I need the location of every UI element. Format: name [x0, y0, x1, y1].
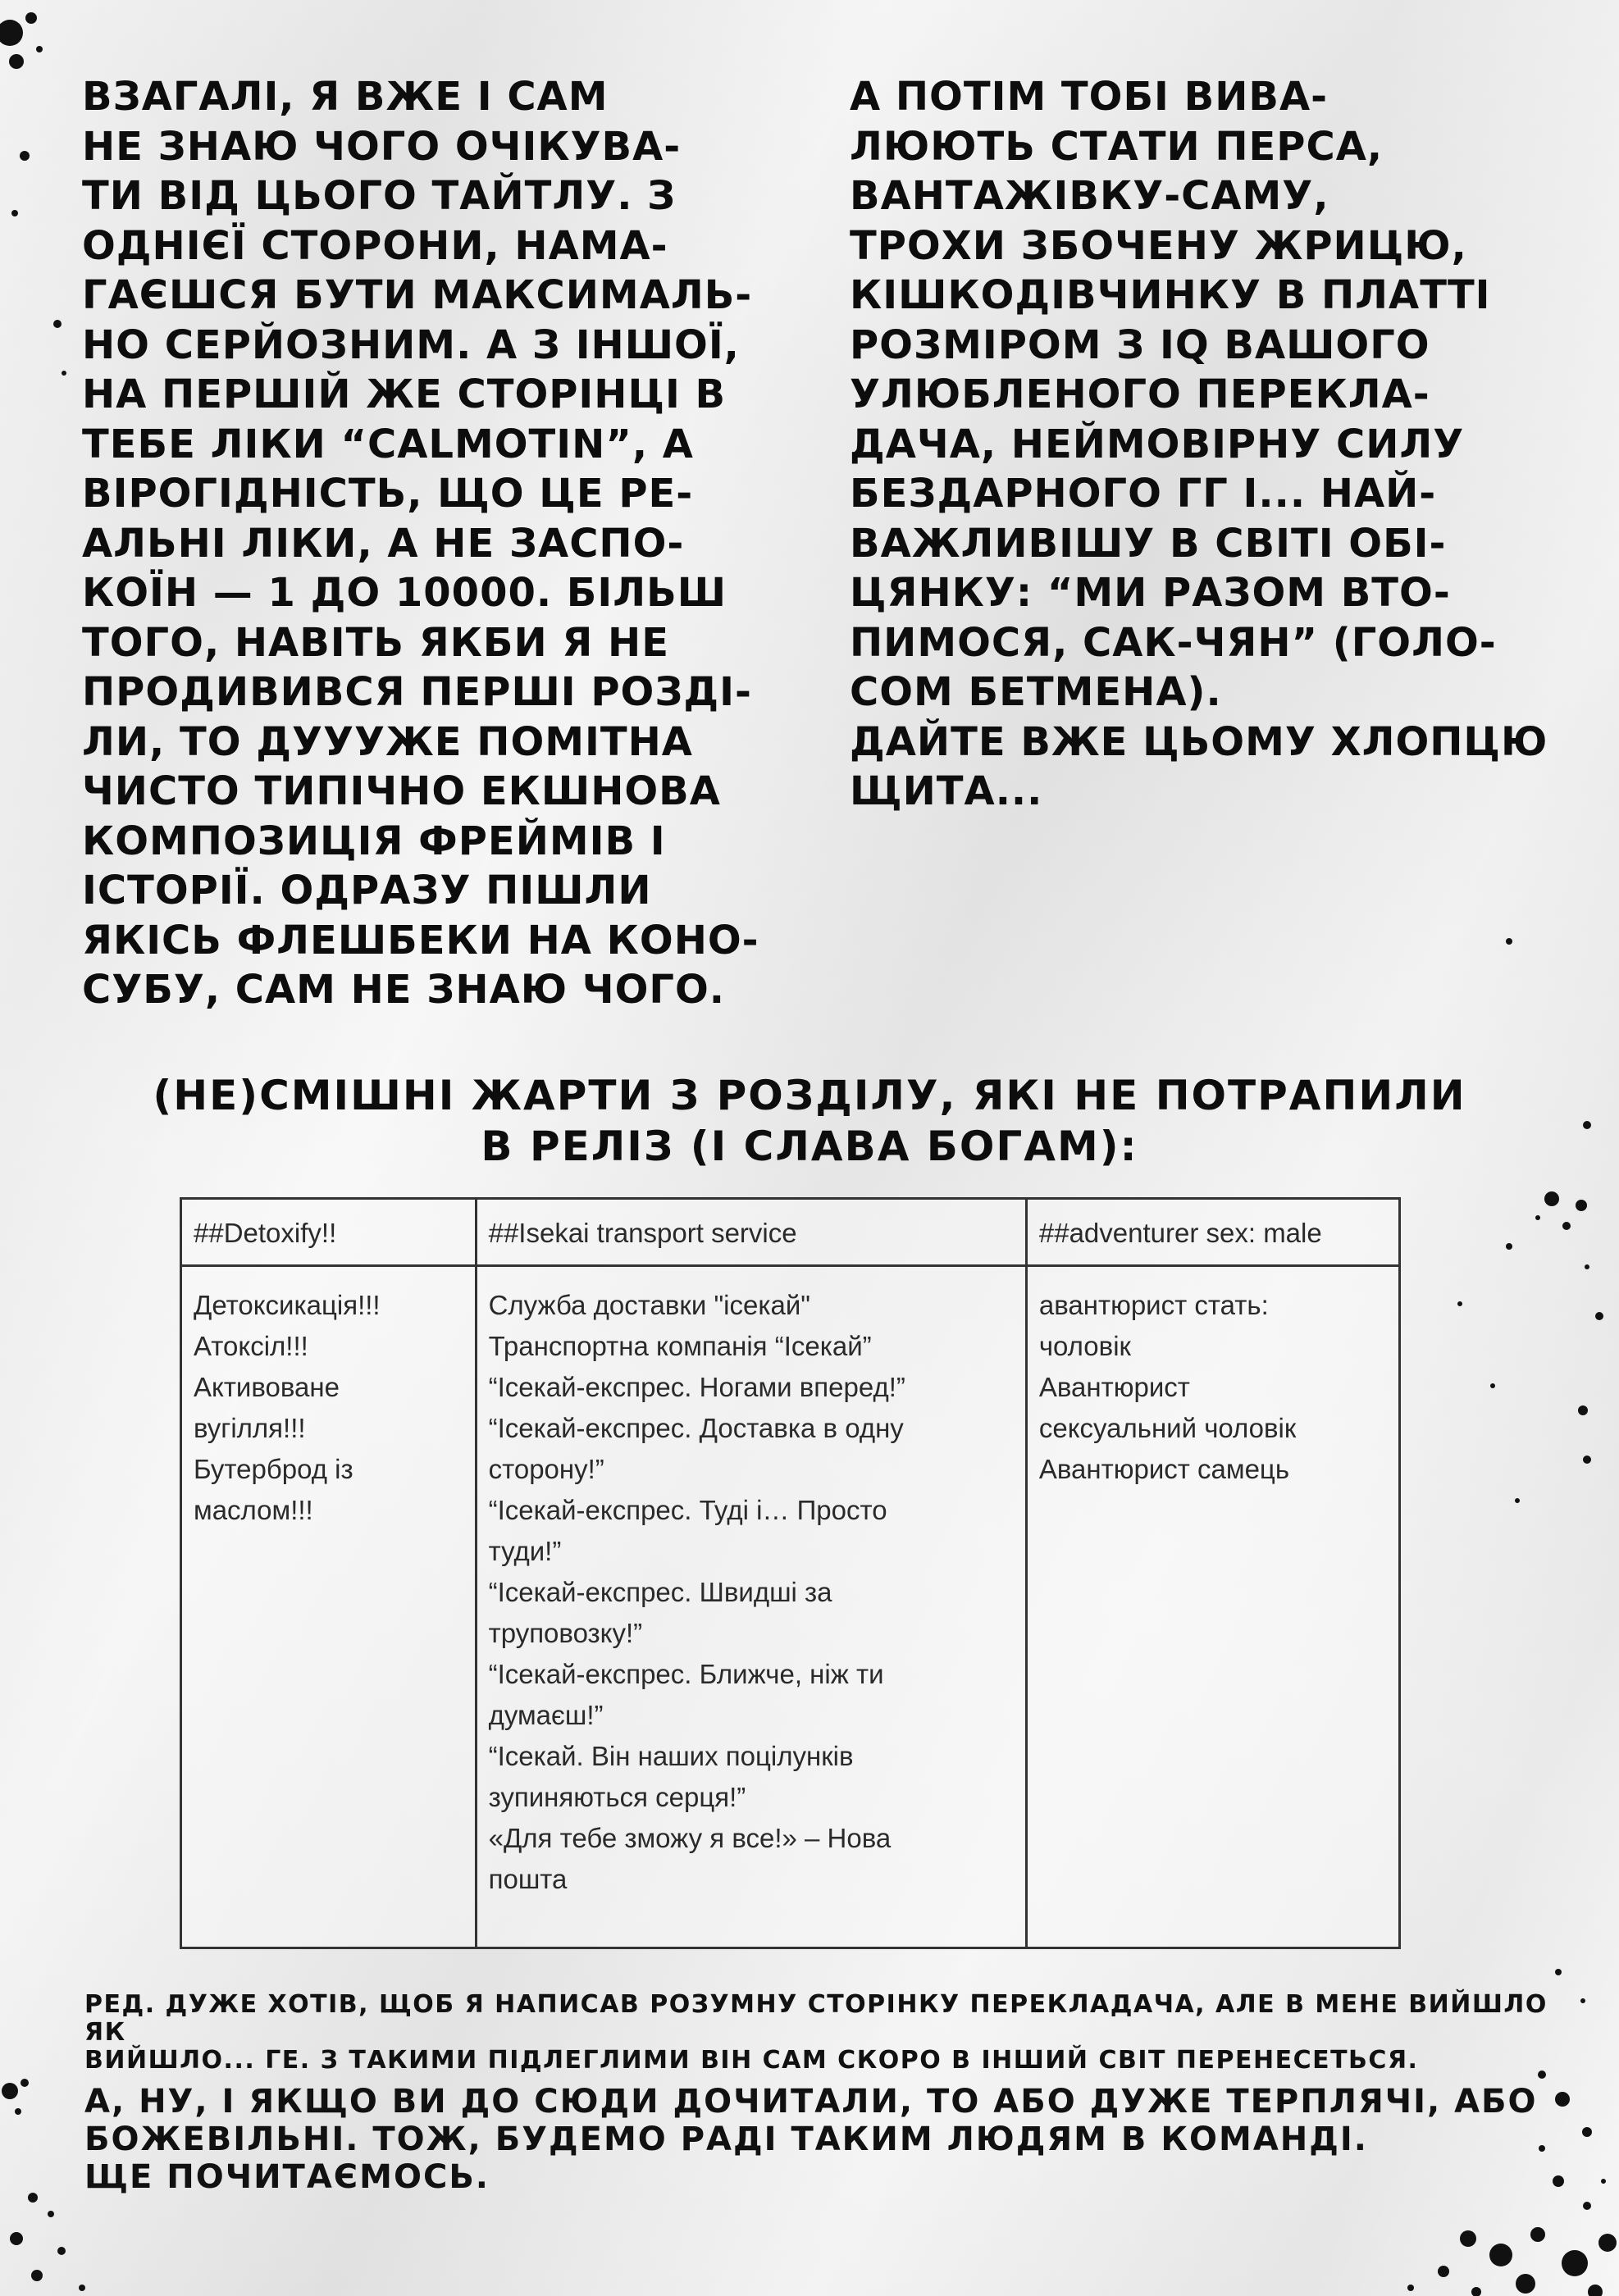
table-header-cell: ##adventurer sex: male — [1026, 1199, 1399, 1266]
joke-line: чоловік — [1038, 1331, 1131, 1361]
joke-line: вугілля!!! — [194, 1413, 306, 1443]
commentary-right-column: А ПОТІМ ТОБІ ВИВА- ЛЮЮТЬ СТАТИ ПЕРСА, ВАНТАЖІВКУ-САМУ, ТРОХИ ЗБОЧЕНУ ЖРИЦЮ, КІШКОДІВЧИНКУ В ПЛАТТІ РОЗМІРОМ З IQ ВАШОГО УЛЮБЛЕНОГО ПЕРЕКЛА- ДАЧА, НЕЙМОВІРНУ СИЛУ БЕЗДАРНОГО ГГ І... НАЙ- ВАЖЛИВІШУ В СВІТІ ОБІ- ЦЯНКУ: “МИ РАЗОМ ВТО- ПИМОСЯ, САК-ЧЯН” (ГОЛО- СОМ БЕТМЕНА). ДАЙТЕ ВЖЕ ЦЬОМУ ХЛОПЦЮ ЩИТА... — [850, 74, 1548, 814]
table-header-row — [181, 1199, 1400, 1266]
jokes-heading: (НЕ)СМІШНІ ЖАРТИ З РОЗДІЛУ, ЯКІ НЕ ПОТРАПИЛИ В РЕЛІЗ (І СЛАВА БОГАМ): — [153, 1072, 1466, 1170]
joke-line: Активоване — [194, 1372, 340, 1402]
joke-line: зупиняються серця!” — [488, 1782, 746, 1812]
commentary-left-column: ВЗАГАЛІ, Я ВЖЕ І САМ НЕ ЗНАЮ ЧОГО ОЧІКУВА- ТИ ВІД ЦЬОГО ТАЙТЛУ. З ОДНІЄЇ СТОРОНИ, НАМА- ГАЄШСЯ БУТИ МАКСИМАЛЬ- НО СЕРЙОЗНИМ. А З ІНШОЇ, НА ПЕРШІЙ ЖЕ СТОРІНЦІ В ТЕБЕ ЛІКИ “CALMOTIN”, А ВІРОГІДНІСТЬ, ЩО ЦЕ РЕ- АЛЬНІ ЛІКИ, А НЕ ЗАСПО- КОЇН — 1 ДО 10000. БІЛЬШ ТОГО, НАВІТЬ ЯКБИ Я НЕ ПРОДИВИВСЯ ПЕРШІ РОЗДІ- ЛИ, ТО ДУУУЖЕ ПОМІТНА ЧИСТО ТИПІЧНО ЕКШНОВА КОМПОЗИЦІЯ ФРЕЙМІВ І ІСТОРІЇ. ОДРАЗУ ПІШЛИ ЯКІСЬ ФЛЕШБЕКИ НА КОНО- СУБУ, САМ НЕ ЗНАЮ ЧОГО. — [82, 74, 759, 1013]
joke-line: маслом!!! — [194, 1495, 313, 1525]
joke-line: Авантюрист самець — [1038, 1454, 1290, 1484]
table-header-cell: ##Isekai transport service — [476, 1199, 1026, 1266]
joke-line: туди!” — [488, 1536, 562, 1566]
joke-line: “Ісекай-експрес. Доставка в одну — [488, 1413, 904, 1443]
joke-line: Авантюрист — [1038, 1372, 1190, 1402]
joke-line: “Ісекай. Він наших поцілунків — [488, 1741, 854, 1771]
joke-line: Служба доставки "ісекай" — [488, 1290, 811, 1320]
joke-line: Атоксіл!!! — [194, 1331, 308, 1361]
joke-line: сторону!” — [488, 1454, 604, 1484]
joke-line: пошта — [488, 1864, 568, 1894]
table-cell-adventurer-sex — [1026, 1266, 1399, 1948]
joke-line: авантюрист стать: — [1038, 1290, 1269, 1320]
table-cell-isekai-transport — [476, 1266, 1026, 1948]
table-header-cell: ##Detoxify!! — [181, 1199, 477, 1266]
joke-line: “Ісекай-експрес. Туді і… Просто — [488, 1495, 887, 1525]
table-cell-detoxify — [181, 1266, 477, 1948]
joke-line: Бутерброд із — [194, 1454, 353, 1484]
joke-line: сексуальний чоловік — [1038, 1413, 1297, 1443]
joke-line: «Для тебе зможу я все!» – Нова — [488, 1823, 892, 1853]
editor-note: РЕД. ДУЖЕ ХОТІВ, ЩОБ Я НАПИСАВ РОЗУМНУ СТОРІНКУ ПЕРЕКЛАДАЧА, АЛЕ В МЕНЕ ВИЙШЛО ЯК ВИЙШЛО... ГЕ. З ТАКИМИ ПІДЛЕГЛИМИ ВІН САМ СКОРО В ІНШИЙ СВІТ ПЕРЕНЕСЕТЬСЯ. — [84, 1990, 1548, 2075]
joke-line: Транспортна компанія “Ісекай” — [488, 1331, 872, 1361]
joke-line: труповозку!” — [488, 1618, 643, 1648]
joke-line: “Ісекай-експрес. Швидші за — [488, 1577, 832, 1607]
table-row — [181, 1266, 1400, 1948]
closing-remark: А, НУ, І ЯКЩО ВИ ДО СЮДИ ДОЧИТАЛИ, ТО АБО ДУЖЕ ТЕРПЛЯЧІ, АБО БОЖЕВІЛЬНІ. ТОЖ, БУДЕМО РАДІ ТАКИМ ЛЮДЯМ В КОМАНДІ. ЩЕ ПОЧИТАЄМОСЬ. — [84, 2083, 1538, 2196]
joke-line: “Ісекай-експрес. Ногами вперед!” — [488, 1372, 905, 1402]
joke-line: Детоксикація!!! — [194, 1290, 381, 1320]
joke-line: думаєш!” — [488, 1700, 604, 1730]
joke-line: “Ісекай-експрес. Ближче, ніж ти — [488, 1659, 884, 1689]
jokes-table — [180, 1197, 1401, 1949]
